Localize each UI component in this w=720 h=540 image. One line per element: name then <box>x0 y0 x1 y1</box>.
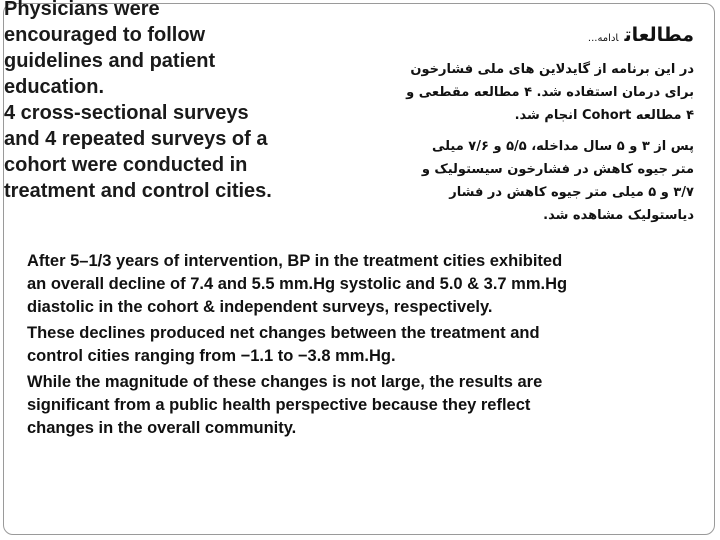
persian-line: دیاستولیک مشاهده شد. <box>543 208 694 223</box>
left-text-line: Physicians were <box>4 0 160 20</box>
persian-paragraph-2 <box>364 135 694 227</box>
persian-line: متر جیوه کاهش در فشارخون سیستولیک و <box>421 162 694 177</box>
bottom-text-block <box>27 250 692 443</box>
bottom-paragraph-1 <box>27 250 692 319</box>
bottom-text-line: After 5–1/3 years of intervention, BP in the treatment cities exhibited <box>27 252 563 270</box>
left-text-line: treatment and control cities. <box>4 180 272 202</box>
left-text-line: guidelines and patient <box>4 50 216 72</box>
persian-line: ۳/۷ و ۵ میلی متر جیوه کاهش در فشار <box>449 185 694 200</box>
left-text-line: education. <box>4 76 105 98</box>
bottom-text-line: an overall decline of 7.4 and 5.5 mm.Hg systolic and 5.0 & 3.7 mm.Hg <box>27 275 568 293</box>
persian-line: در این برنامه از گایدلاین های ملی فشارخون <box>410 62 694 77</box>
left-text-line: cohort were conducted in <box>4 154 248 176</box>
persian-line: ۴ مطالعه Cohort انجام شد. <box>514 108 694 123</box>
bottom-paragraph-3 <box>27 371 692 440</box>
persian-text-block <box>364 22 694 235</box>
persian-line: برای درمان استفاده شد. ۴ مطالعه مقطعی و <box>406 85 694 100</box>
bottom-text-line: changes in the overall community. <box>27 419 297 437</box>
left-text-line: encouraged to follow <box>4 24 206 46</box>
persian-title-suffix: ادامه... <box>587 33 619 44</box>
persian-line: پس از ۳ و ۵ سال مداخله، ۵/۵ و ۷/۶ میلی <box>431 139 694 154</box>
persian-title <box>364 22 694 52</box>
bottom-paragraph-2 <box>27 322 692 368</box>
left-text-line: and 4 repeated surveys of a <box>4 128 268 150</box>
left-text-line: 4 cross-sectional surveys <box>4 102 249 124</box>
bottom-text-line: significant from a public health perspective because they reflect <box>27 396 531 414</box>
bottom-text-line: These declines produced net changes between the treatment and <box>27 324 540 342</box>
bottom-text-line: While the magnitude of these changes is not large, the results are <box>27 373 543 391</box>
persian-paragraph-1 <box>364 58 694 127</box>
bottom-text-line: control cities ranging from −1.1 to −3.8 mm.Hg. <box>27 347 396 365</box>
persian-title-main: مطالعات <box>624 24 694 46</box>
bottom-text-line: diastolic in the cohort & independent surveys, respectively. <box>27 298 493 316</box>
left-text-block <box>4 0 354 204</box>
